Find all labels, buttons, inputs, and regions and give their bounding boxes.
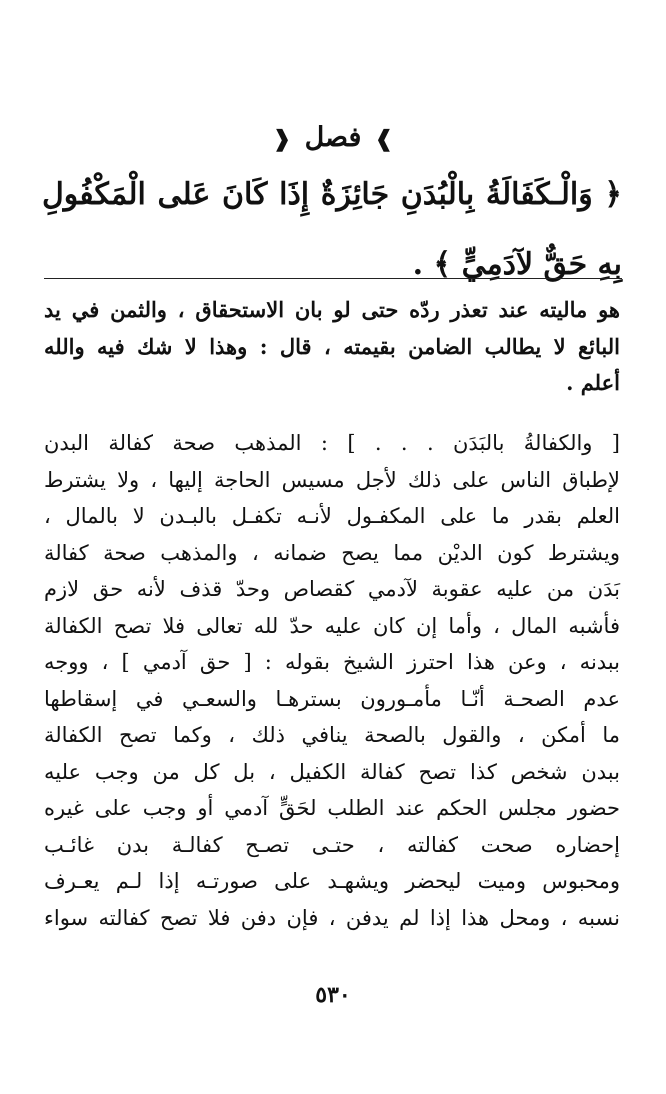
commentary-line: إحضاره صحت كفالته ، حتـى تصـح كفالـة بدن غائـب	[44, 832, 620, 857]
commentary-line: بَدَن من عليه عقوبة لآدمي كقصاص وحدّ قذف لأنه حق لازم	[44, 577, 620, 601]
commentary-line: ما أمكن ، والقول بالصحة ينافي ذلك ، وكما تصح الكفالة	[44, 723, 620, 747]
commentary-line: لإطباق الناس على ذلك لأجل مسيس الحاجة إليها ، ولا يشترط	[44, 467, 620, 492]
commentary-line: [ والكفالةُ بالبَدَن . . . ] : المذهب صحة كفالة البدن	[44, 431, 620, 455]
commentary-line: حضور مجلس الحكم عند الطلب لحَقٍّ آدمي أو وجب على غيره	[44, 796, 620, 820]
ornament-right-icon: ❱	[374, 125, 394, 152]
page-number: ٥٣٠	[315, 982, 351, 1008]
matn-body: وَالْـكَفَالَةُ بِالْبُدَنِ جَائِزَةٌ إِذَا كَانَ عَلى الْمَكْفُولِ بِهِ حَقٌّ لآدَمِيٍّ	[42, 177, 622, 282]
section-title: فصل	[304, 122, 362, 153]
commentary-line: عدم الصحـة أنّـا مأمـورون بسترهـا والسعـي في إسقاطها	[44, 686, 620, 711]
matn-text	[42, 160, 622, 300]
commentary-line: فأشبه المال ، وأما إن كان عليه حدّ لله تعالى فلا تصح الكفالة	[44, 613, 620, 638]
matn-ornament-open: ﴿	[604, 177, 622, 212]
matn-ornament-close: ﴾	[433, 247, 452, 282]
commentary-line: ببدن شخص كذا تصح كفالة الكفيل ، بل كل من وجب عليه	[44, 759, 620, 784]
commentary-line: أعلم .	[566, 370, 620, 395]
commentary-line: البائع لا يطالب الضامن بقيمته ، قال : وهذا لا شك فيه والله	[44, 333, 620, 359]
separator-rule	[44, 278, 622, 279]
ornament-left-icon: ❰	[272, 125, 292, 152]
section-heading	[0, 118, 666, 159]
commentary-line: ببدنه ، وعن هذا احترز الشيخ بقوله : [ حق آدمي ] ، ووجه	[44, 650, 620, 674]
commentary-line: ومحبوس وميت ليحضر ويشهـد على صورتـه إذا لـم يعـرف	[44, 869, 620, 893]
commentary-top	[44, 292, 620, 402]
matn-trailing: .	[412, 247, 424, 282]
commentary-main	[44, 425, 620, 936]
commentary-line: ويشترط كون الديْن مما يصح ضمانه ، والمذهب صحة كفالة	[44, 540, 620, 565]
commentary-line: هو ماليته عند تعذر ردّه حتى لو بان الاستحقاق ، والثمن في يد	[44, 297, 620, 322]
commentary-line: نسبه ، ومحل هذا إذا لم يدفن ، فإن دفن فلا تصح كفالته سواء	[44, 905, 620, 930]
commentary-line: العلم بقدر ما على المكفـول لأنـه تكفـل بالبـدن لا بالمال ،	[44, 504, 620, 528]
